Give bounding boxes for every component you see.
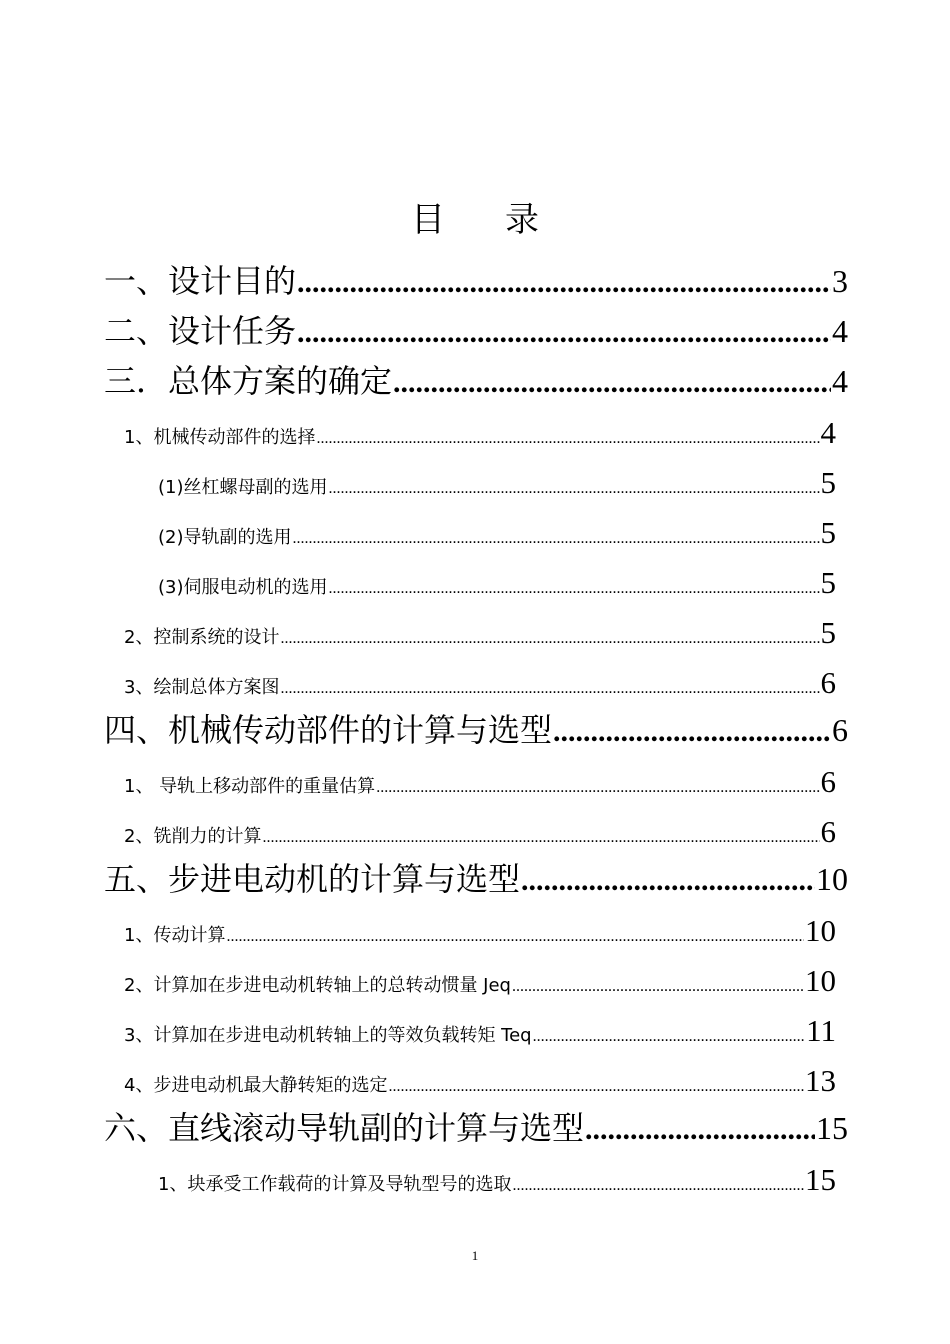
toc-leader-dots [293, 519, 820, 553]
toc-leader-dots [585, 1108, 815, 1150]
toc-entry-page: 6 [820, 764, 836, 799]
toc-leader-dots [388, 1067, 804, 1101]
toc-entry-label: (3)伺服电动机的选用 [158, 577, 328, 598]
toc-entry-level3[interactable] [158, 513, 836, 553]
toc-entry-label: 三．总体方案的确定 [104, 362, 393, 400]
toc-entry-page: 3 [832, 263, 848, 299]
toc-entry-label: 1、机械传动部件的选择 [124, 427, 316, 448]
page-number: 1 [471, 1248, 479, 1263]
toc-leader-dots [329, 569, 820, 603]
toc-leader-dots [376, 768, 819, 802]
toc-entry-page: 13 [805, 1063, 836, 1098]
toc-entry-label: 1、 导轨上移动部件的重量估算 [124, 776, 376, 797]
toc-entry-page: 4 [832, 363, 848, 399]
toc-entry-label: 五、步进电动机的计算与选型 [104, 860, 521, 898]
toc-entry-level2[interactable] [124, 1011, 836, 1051]
toc-entry-page: 11 [806, 1013, 836, 1048]
toc-entry-page: 5 [820, 615, 836, 650]
toc-entry-label: 六、直线滚动导轨副的计算与选型 [104, 1109, 585, 1147]
toc-entry-page: 15 [816, 1110, 848, 1146]
toc-entry-label: 3、计算加在步进电动机转轴上的等效负载转矩 Teq [124, 1025, 532, 1046]
toc-leader-dots [226, 917, 804, 951]
toc-entry-level1[interactable] [104, 359, 848, 403]
toc-entry-level1[interactable] [104, 259, 848, 303]
toc-entry-page: 6 [820, 665, 836, 700]
toc-entry-label: (1)丝杠螺母副的选用 [158, 477, 328, 498]
toc-title-char-1: 目 [411, 200, 445, 240]
toc-entry-label: 2、计算加在步进电动机转轴上的总转动惯量 Jeq [124, 975, 511, 996]
toc-entry-level1[interactable] [104, 309, 848, 353]
toc-entry-page: 10 [816, 861, 848, 897]
toc-entry-level1[interactable] [104, 857, 848, 901]
toc-entry-label: 3、绘制总体方案图 [124, 677, 280, 698]
toc-entry-page: 4 [820, 415, 836, 450]
toc-leader-dots [316, 419, 819, 453]
toc-title-char-2: 录 [505, 200, 539, 240]
toc-entry-level1[interactable] [104, 708, 848, 752]
toc-entry-label: 2、铣削力的计算 [124, 826, 262, 847]
toc-entry-label: 一、设计目的 [104, 262, 297, 300]
toc-entry-page: 5 [820, 465, 836, 500]
toc-entry-label: 四、机械传动部件的计算与选型 [104, 711, 553, 749]
toc-entry-label: 1、块承受工作载荷的计算及导轨型号的选取 [158, 1174, 512, 1195]
toc-entry-label: 1、传动计算 [124, 925, 226, 946]
toc-entry-level2[interactable] [124, 663, 836, 703]
toc-entry-level2[interactable] [124, 413, 836, 453]
toc-entry-page: 10 [805, 963, 836, 998]
toc-leader-dots [512, 967, 804, 1001]
toc-entry-level3[interactable] [158, 463, 836, 503]
toc-leader-dots [553, 710, 831, 752]
toc-entry-label: 4、步进电动机最大静转矩的选定 [124, 1075, 388, 1096]
toc-entry-label: 二、设计任务 [104, 312, 297, 350]
toc-leader-dots [533, 1017, 806, 1051]
toc-entry-label: (2)导轨副的选用 [158, 527, 292, 548]
toc-entry-level2[interactable] [124, 1061, 836, 1101]
toc-leader-dots [521, 859, 815, 901]
toc-leader-dots [280, 619, 819, 653]
toc-entry-page: 6 [820, 814, 836, 849]
toc-entry-level2[interactable] [124, 613, 836, 653]
toc-entry-level1[interactable] [104, 1106, 848, 1150]
toc-entry-page: 15 [805, 1162, 836, 1197]
toc-leader-dots [512, 1166, 804, 1200]
toc-entry-page: 5 [820, 515, 836, 550]
toc-entry-page: 10 [805, 913, 836, 948]
toc-entry-level2[interactable] [124, 812, 836, 852]
toc-entry-level2[interactable] [124, 911, 836, 951]
toc-entry-level2[interactable] [124, 762, 836, 802]
toc-leader-dots [280, 669, 819, 703]
toc-entry-page: 4 [832, 313, 848, 349]
toc-entry-page: 5 [820, 565, 836, 600]
toc-entry-label: 2、控制系统的设计 [124, 627, 280, 648]
toc-leader-dots [393, 361, 831, 403]
toc-entry-level2[interactable] [124, 961, 836, 1001]
toc-leader-dots [329, 469, 820, 503]
toc-leader-dots [262, 818, 819, 852]
toc-entry-page: 6 [832, 712, 848, 748]
toc-leader-dots [297, 311, 831, 353]
toc-entry-level3[interactable] [158, 563, 836, 603]
toc-leader-dots [297, 261, 831, 303]
toc-entry-level3[interactable] [158, 1160, 836, 1200]
